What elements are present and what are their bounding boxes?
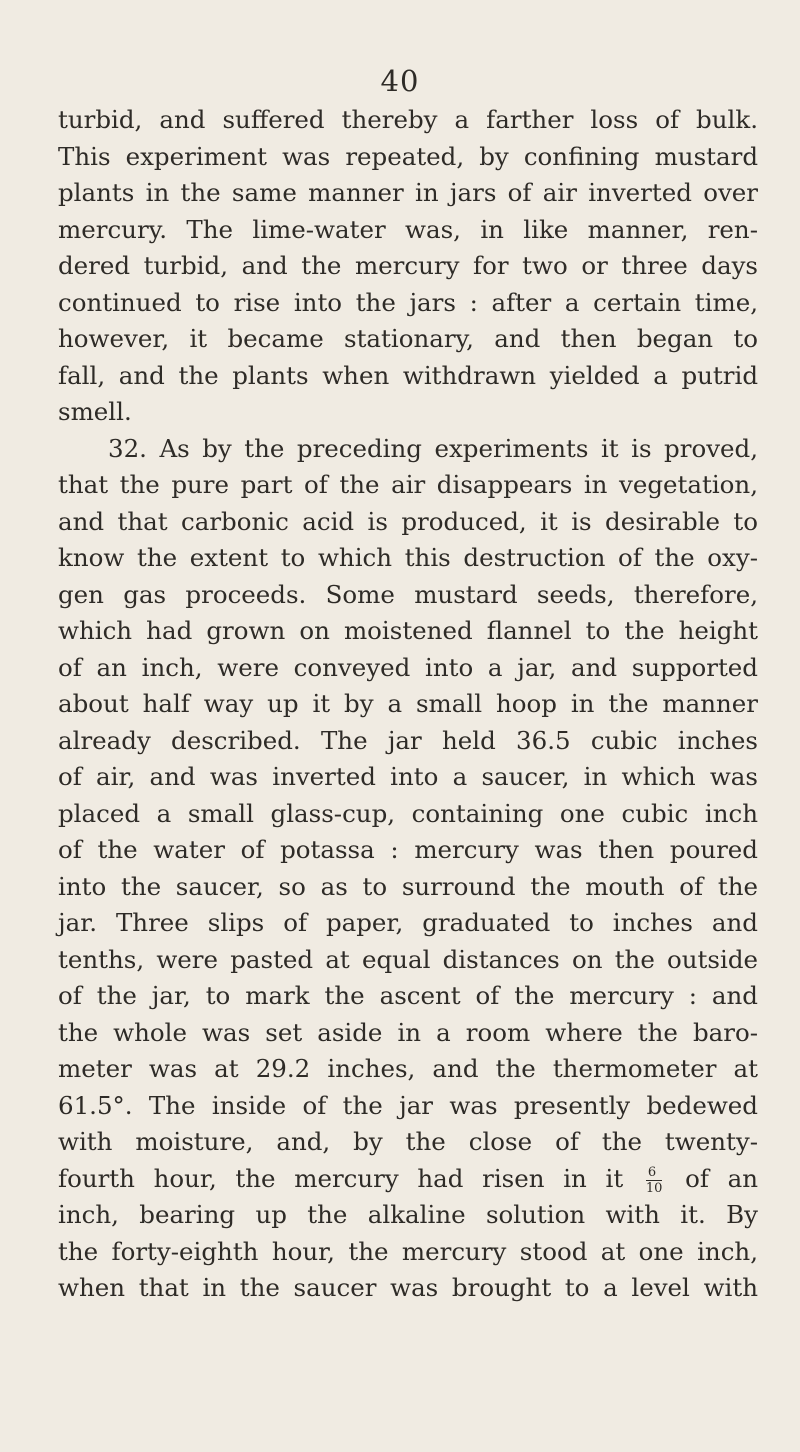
text-line: smell. xyxy=(58,397,132,426)
text-line: of an inch, were conveyed into a jar, and supported xyxy=(58,652,758,682)
text-line: however, it became stationary, and then began to xyxy=(58,324,758,353)
paragraph-start-line: 32. As by the preceding experiments it is proved, xyxy=(108,433,758,463)
fraction-line-before: fourth hour, the mercury had risen in it xyxy=(58,1163,624,1193)
page-number: 40 xyxy=(380,64,420,98)
fraction-numerator: 6 xyxy=(646,1166,663,1181)
text-line: of the jar, to mark the ascent of the mercury : and xyxy=(58,981,758,1010)
text-line: about half way up it by a small hoop in the manner xyxy=(58,689,758,718)
text-line: when that in the saucer was brought to a level with xyxy=(58,1273,758,1302)
text-line: inch, bearing up the alkaline solution with it. By xyxy=(58,1200,758,1229)
text-line: placed a small glass-cup, containing one cubic inch xyxy=(58,798,758,828)
text-line: turbid, and suffered thereby a farther loss of bulk. xyxy=(58,105,758,134)
text-line: fall, and the plants when withdrawn yielded a putrid xyxy=(58,360,758,390)
fraction-line-after: of an xyxy=(685,1163,758,1193)
text-line: the whole was set aside in a room where the baro- xyxy=(58,1017,758,1047)
text-line: and that carbonic acid is produced, it is desirable to xyxy=(58,506,758,536)
text-line: mercury. The lime-water was, in like manner, ren- xyxy=(58,214,758,244)
text-line: into the saucer, so as to surround the mouth of the xyxy=(58,871,758,901)
text-line: of air, and was inverted into a saucer, in which was xyxy=(58,762,758,791)
text-line: with moisture, and, by the close of the twenty- xyxy=(58,1127,758,1156)
fraction-denominator: 10 xyxy=(645,1180,663,1196)
text-line: tenths, were pasted at equal distances on the outside xyxy=(58,944,758,974)
text-line: which had grown on moistened flannel to the height xyxy=(58,616,758,645)
text-line: of the water of potassa : mercury was then poured xyxy=(58,835,758,864)
text-line: the forty-eighth hour, the mercury stood at one inch, xyxy=(58,1236,758,1266)
text-line: already described. The jar held 36.5 cubic inches xyxy=(58,725,758,755)
text-line: continued to rise into the jars : after a certain time, xyxy=(58,287,758,317)
fraction-text-line xyxy=(58,1161,758,1198)
body-text xyxy=(58,102,758,1307)
text-line: meter was at 29.2 inches, and the thermometer at xyxy=(58,1054,758,1083)
text-line: plants in the same manner in jars of air inverted over xyxy=(58,178,758,207)
text-line: know the extent to which this destruction of the oxy- xyxy=(58,543,758,572)
text-line: 61.5°. The inside of the jar was presently bedewed xyxy=(58,1090,758,1120)
text-line: dered turbid, and the mercury for two or three days xyxy=(58,251,758,280)
fraction xyxy=(646,1166,663,1195)
text-line: gen gas proceeds. Some mustard seeds, therefore, xyxy=(58,579,758,609)
text-line: jar. Three slips of paper, graduated to inches and xyxy=(58,908,758,937)
text-line: This experiment was repeated, by confining mustard xyxy=(58,141,758,171)
text-line: that the pure part of the air disappears in vegetation, xyxy=(58,470,758,499)
